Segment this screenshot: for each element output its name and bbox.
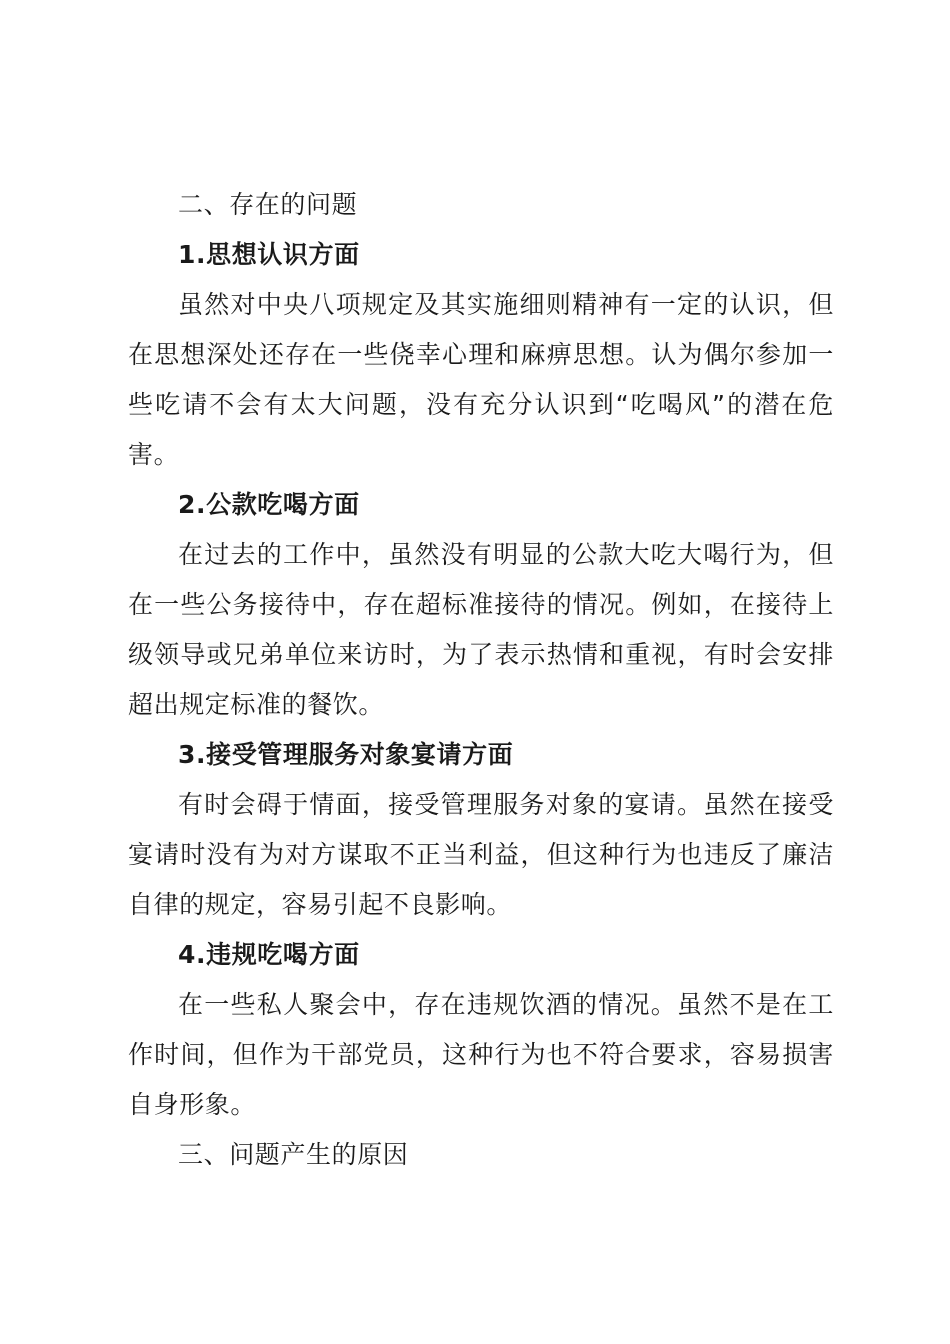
- item-4-paragraph: 在一些私人聚会中，存在违规饮酒的情况。虽然不是在工作时间，但作为干部党员，这种行为也不符合要求，容易损害自身形象。: [128, 990, 834, 1119]
- item-3-paragraph: 有时会碍于情面，接受管理服务对象的宴请。虽然在接受宴请时没有为对方谋取不正当利益，但这种行为也违反了廉洁自律的规定，容易引起不良影响。: [128, 790, 834, 919]
- section-3-title: 三、问题产生的原因: [178, 1140, 409, 1169]
- item-2-paragraph: 在过去的工作中，虽然没有明显的公款大吃大喝行为，但在一些公务接待中，存在超标准接待的情况。例如，在接待上级领导或兄弟单位来访时，为了表示热情和重视，有时会安排超出规定标准的餐饮。: [128, 540, 834, 719]
- section-2-title: 二、存在的问题: [178, 190, 358, 219]
- document-body: [128, 180, 834, 1180]
- item-2-heading: 2.公款吃喝方面: [178, 490, 360, 519]
- item-3-heading: 3.接受管理服务对象宴请方面: [178, 740, 514, 769]
- item-4-heading: 4.违规吃喝方面: [178, 940, 360, 969]
- item-1-heading: 1.思想认识方面: [178, 240, 360, 269]
- item-1-paragraph: 虽然对中央八项规定及其实施细则精神有一定的认识，但在思想深处还存在一些侥幸心理和麻痹思想。认为偶尔参加一些吃请不会有太大问题，没有充分认识到“吃喝风”的潜在危害。: [128, 290, 834, 469]
